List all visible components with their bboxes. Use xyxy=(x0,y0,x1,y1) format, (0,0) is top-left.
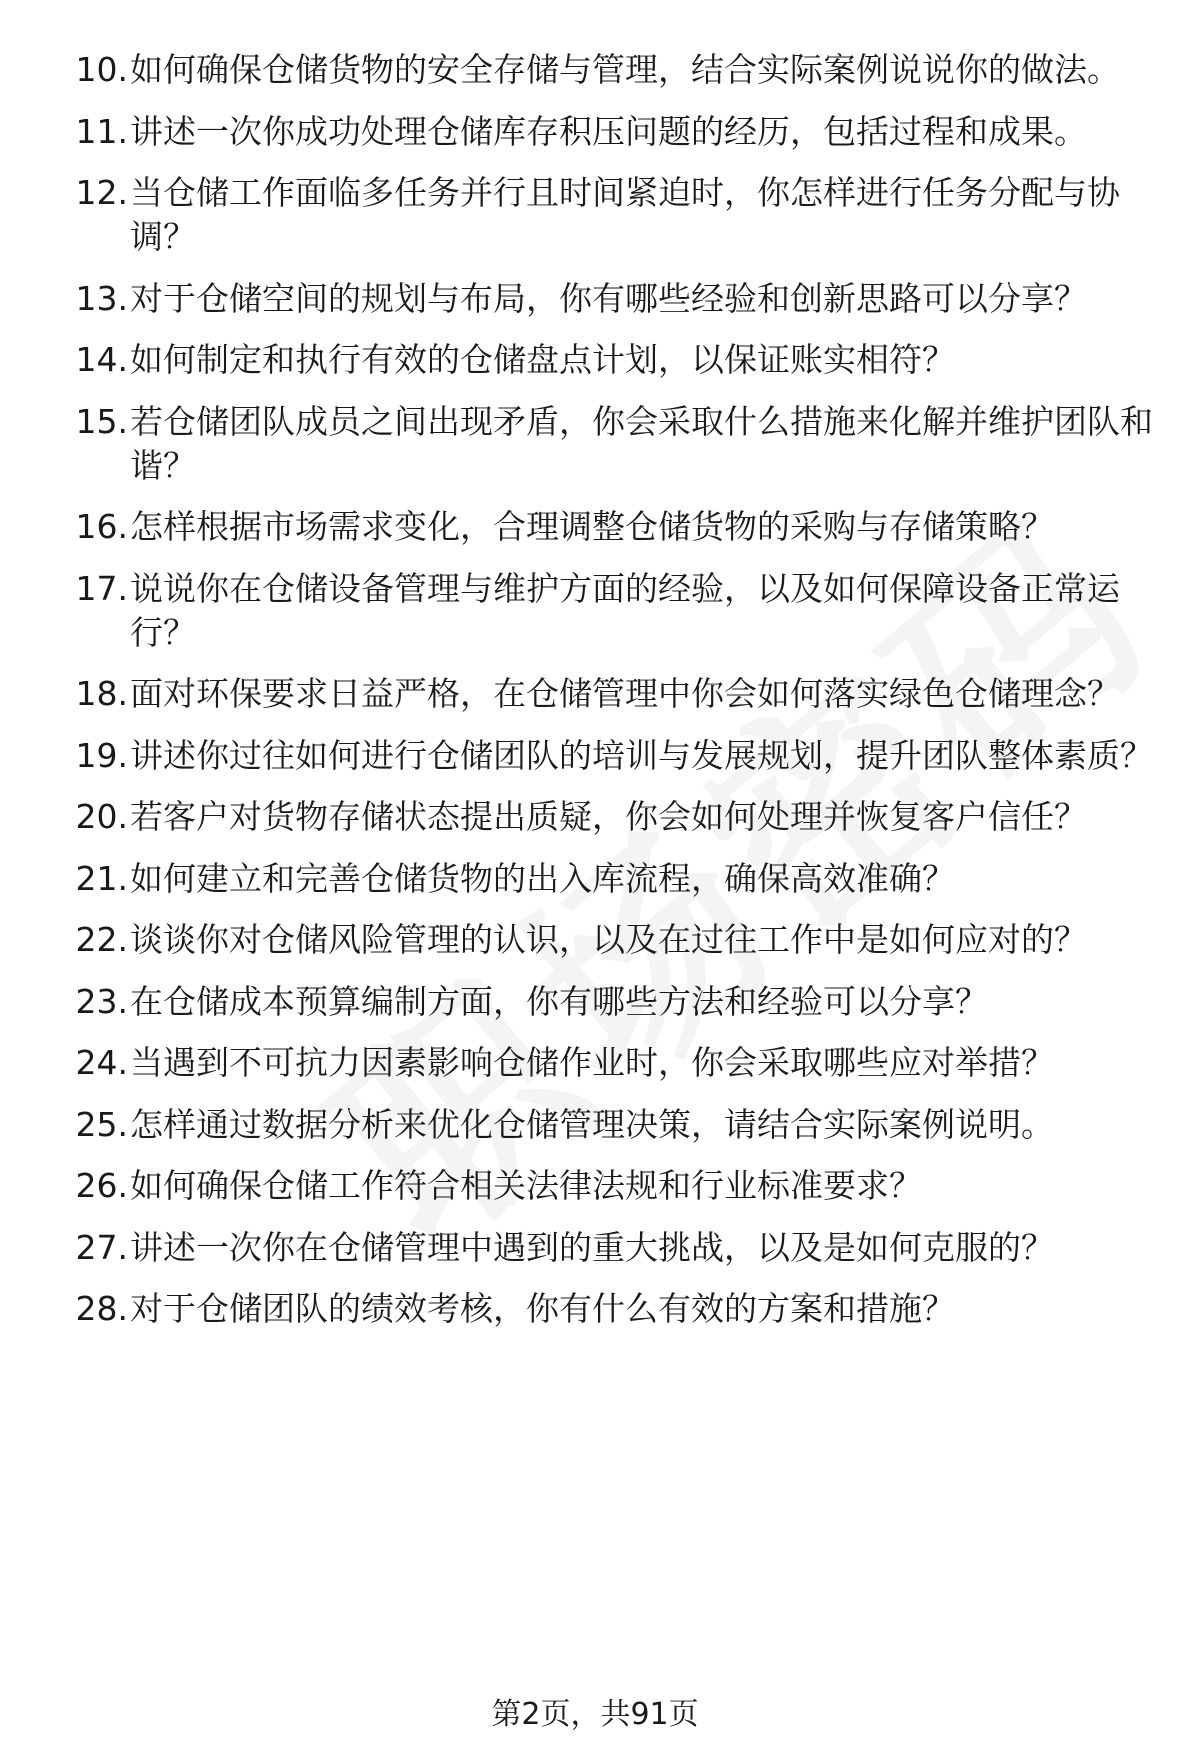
question-text: 说说你在仓储设备管理与维护方面的经验，以及如何保障设备正常运行？ xyxy=(130,568,1120,652)
list-item xyxy=(0,980,1190,1024)
list-item xyxy=(0,338,1190,382)
question-text: 讲述你过往如何进行仓储团队的培训与发展规划，提升团队整体素质？ xyxy=(130,735,1153,775)
list-item xyxy=(0,1164,1190,1208)
question-number: 17. xyxy=(75,568,128,608)
question-number: 15. xyxy=(75,401,128,441)
list-item xyxy=(0,918,1190,962)
question-text: 若仓储团队成员之间出现矛盾，你会采取什么措施来化解并维护团队和谐？ xyxy=(130,401,1153,485)
question-number: 10. xyxy=(75,50,128,89)
question-text: 当仓储工作面临多任务并行且时间紧迫时，你怎样进行任务分配与协调？ xyxy=(130,173,1120,256)
question-text: 当遇到不可抗力因素影响仓储作业时，你会采取哪些应对举措？ xyxy=(130,1043,1054,1082)
question-number: 19. xyxy=(75,735,128,775)
question-number: 18. xyxy=(75,674,128,713)
list-item xyxy=(0,1287,1190,1331)
list-item xyxy=(0,734,1190,778)
question-number: 12. xyxy=(75,173,128,212)
list-item xyxy=(0,171,1190,259)
question-text: 如何确保仓储工作符合相关法律法规和行业标准要求？ xyxy=(130,1166,922,1205)
question-number: 26. xyxy=(75,1166,128,1205)
list-item xyxy=(0,567,1190,655)
list-item xyxy=(0,795,1190,839)
question-number: 11. xyxy=(75,111,128,151)
question-number: 23. xyxy=(75,981,128,1021)
question-text: 若客户对货物存储状态提出质疑，你会如何处理并恢复客户信任？ xyxy=(130,797,1087,836)
list-item xyxy=(0,857,1190,901)
list-item xyxy=(0,48,1190,92)
list-item xyxy=(0,110,1190,154)
question-text: 在仓储成本预算编制方面，你有哪些方法和经验可以分享？ xyxy=(130,981,988,1021)
list-item xyxy=(0,1103,1190,1147)
question-number: 27. xyxy=(75,1227,128,1267)
list-item xyxy=(0,400,1190,488)
question-number: 22. xyxy=(75,920,128,959)
list-item xyxy=(0,672,1190,716)
question-text: 怎样通过数据分析来优化仓储管理决策，请结合实际案例说明。 xyxy=(130,1104,1054,1144)
question-number: 13. xyxy=(75,278,128,318)
question-text: 如何建立和完善仓储货物的出入库流程，确保高效准确？ xyxy=(130,858,955,898)
question-number: 28. xyxy=(75,1289,128,1328)
list-item xyxy=(0,277,1190,321)
question-number: 14. xyxy=(75,340,128,379)
question-number: 25. xyxy=(75,1104,128,1144)
page-number: 第2页，共91页 xyxy=(491,1697,699,1732)
list-item xyxy=(0,505,1190,549)
question-number: 24. xyxy=(75,1043,128,1082)
question-text: 讲述一次你在仓储管理中遇到的重大挑战，以及是如何克服的？ xyxy=(130,1227,1054,1267)
question-text: 谈谈你对仓储风险管理的认识，以及在过往工作中是如何应对的？ xyxy=(130,920,1087,959)
question-text: 对于仓储空间的规划与布局，你有哪些经验和创新思路可以分享？ xyxy=(130,278,1087,318)
question-list xyxy=(0,48,1190,1349)
question-number: 21. xyxy=(75,858,128,898)
question-text: 讲述一次你成功处理仓储库存积压问题的经历，包括过程和成果。 xyxy=(130,111,1087,151)
question-text: 面对环保要求日益严格，在仓储管理中你会如何落实绿色仓储理念？ xyxy=(130,674,1120,713)
question-text: 对于仓储团队的绩效考核，你有什么有效的方案和措施？ xyxy=(130,1289,955,1328)
question-number: 20. xyxy=(75,797,128,836)
question-text: 如何制定和执行有效的仓储盘点计划，以保证账实相符？ xyxy=(130,340,955,379)
list-item xyxy=(0,1226,1190,1270)
question-number: 16. xyxy=(75,507,128,546)
list-item xyxy=(0,1041,1190,1085)
question-text: 怎样根据市场需求变化，合理调整仓储货物的采购与存储策略？ xyxy=(130,507,1054,546)
question-text: 如何确保仓储货物的安全存储与管理，结合实际案例说说你的做法。 xyxy=(130,50,1120,89)
